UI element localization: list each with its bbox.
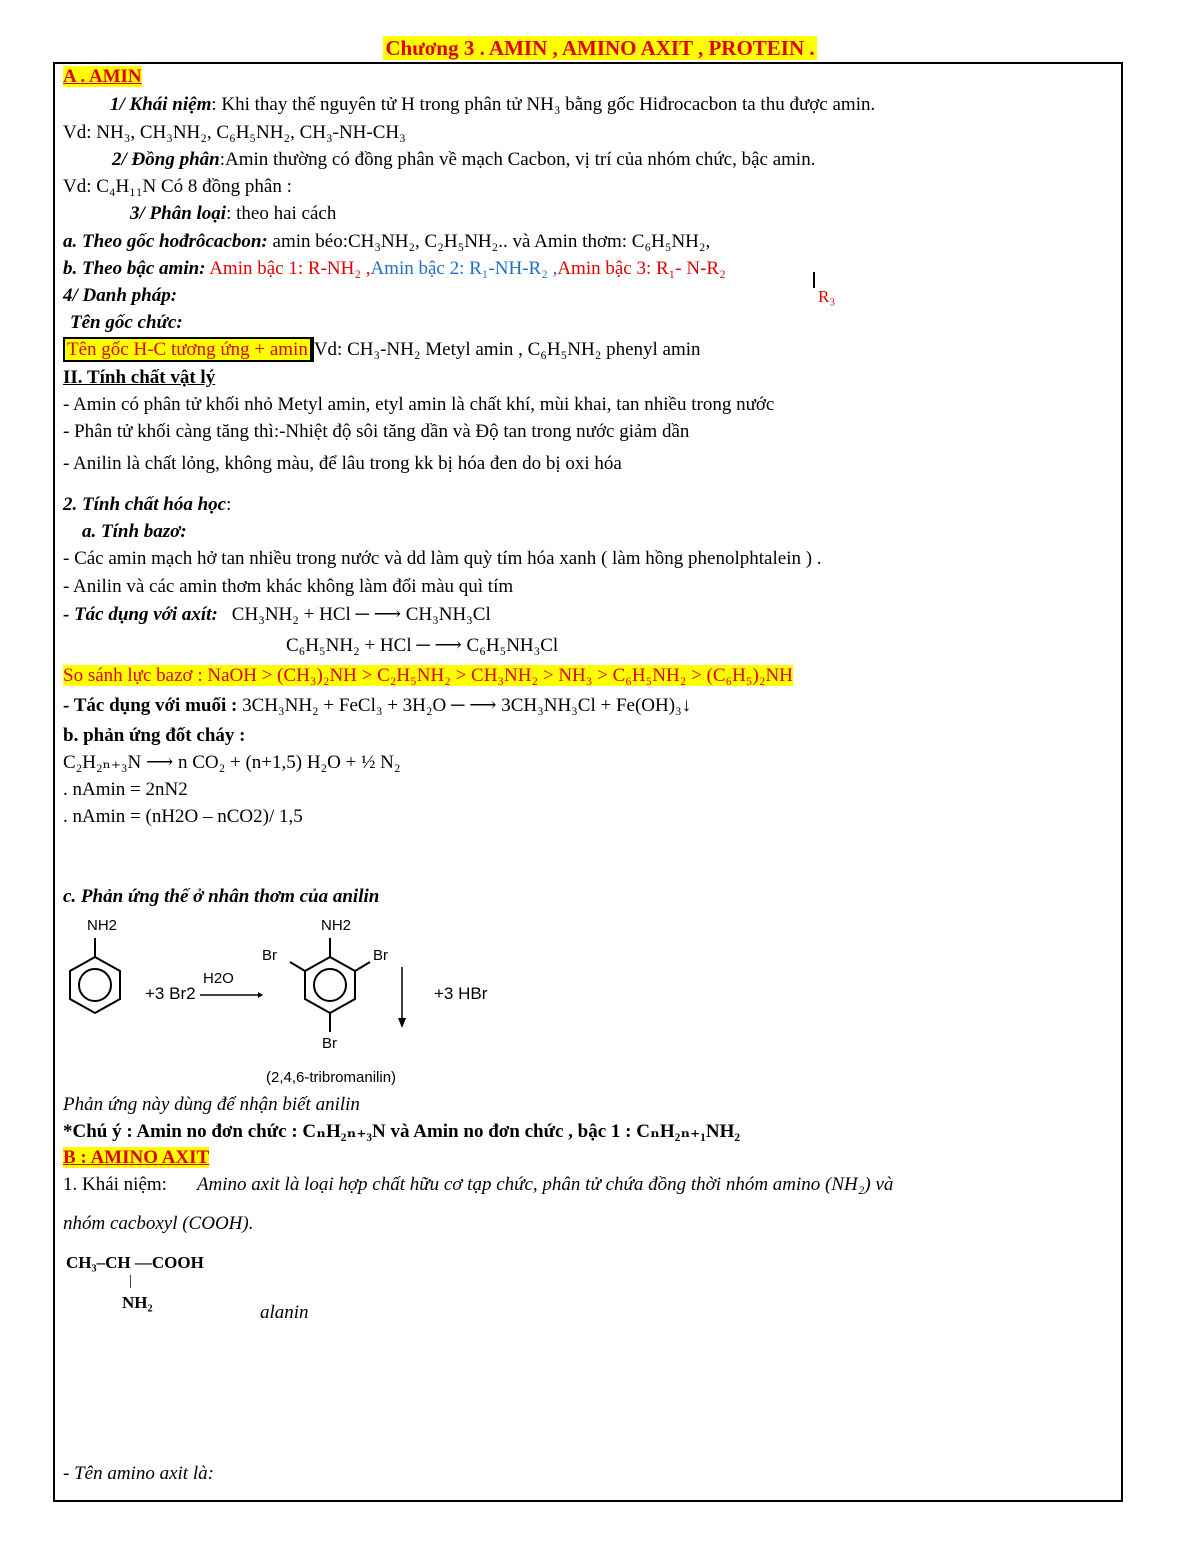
section-b-heading: B : AMINO AXIT (63, 1147, 210, 1168)
product-name-label: (2,4,6-tribromanilin) (266, 1069, 397, 1086)
page-title: Chương 3 . AMIN , AMINO AXIT , PROTEIN . (385, 36, 815, 60)
alanine-name: alanin (260, 1302, 309, 1323)
definition-line: 1/ Khái niệm: Khi thay thế nguyên tử H trong phân tử NH₃ bằng gốc Hiđrocacbon ta thu được amin. (110, 94, 876, 115)
isomer-line: 2/ Đồng phân:Amin thường có đồng phân về mạch Cacbon, vị trí của nhóm chức, bậc amin. (112, 149, 816, 170)
product-ring-circle (314, 969, 346, 1001)
nomenclature-example: Tên gốc H-C tương ứng + amin Vd: CH₃-NH₂ Metyl amin , C₆H₅NH₂ phenyl amin (63, 339, 701, 361)
classification-b: b. Theo bậc amin: Amin bậc 1: R-NH₂ ,Amin bậc 2: R₁-NH-R₂ ,Amin bậc 3: R₁- N-R₂ (63, 258, 726, 279)
r3-label: R₃ (818, 287, 836, 306)
substitution-heading: c. Phản ứng thế ở nhân thơm của anilin (63, 886, 380, 907)
acid-reaction-2: C₆H₅NH₂ + HCl ─ ⟶ C₆H₅NH₃Cl (286, 635, 559, 656)
nomenclature-box: Tên gốc H-C tương ứng + amin (63, 337, 314, 362)
br-left-label: Br (262, 947, 277, 964)
nomenclature-sub: Tên gốc chức: (70, 312, 183, 333)
combustion-equation: C₂H₂ₙ₊₃N ⟶ n CO₂ + (n+1,5) H₂O + ½ N₂ (63, 752, 401, 773)
section-a-heading: A . AMIN (63, 66, 142, 87)
identification-note: Phản ứng này dùng để nhận biết anilin (63, 1094, 360, 1115)
combustion-heading: b. phản ứng đốt cháy : (63, 725, 246, 746)
base-heading: a. Tính bazơ: (82, 521, 187, 542)
aniline-ring (70, 957, 120, 1013)
salt-reaction: - Tác dụng với muối : 3CH₃NH₂ + FeCl₃ + 3H₂O ─ ⟶ 3CH₃NH₃Cl + Fe(OH)₃↓ (63, 695, 692, 716)
nh2-right-label: NH2 (321, 917, 352, 934)
example-line-2: Vd: C₄H₁₁N Có 8 đồng phân : (63, 176, 292, 197)
br-bottom-label: Br (322, 1035, 337, 1052)
amino-acid-name-line: - Tên amino axit là: (63, 1463, 214, 1484)
chemical-heading: 2. Tính chất hóa học: (63, 494, 232, 515)
base-2: - Anilin và các amin thơm khác không làm đổi màu quì tím (63, 576, 514, 597)
alanine-nh2: NH₂ (122, 1293, 153, 1312)
alanine-bond: | (129, 1273, 133, 1289)
combustion-n1: . nAmin = 2nN2 (63, 779, 188, 800)
nh2-left-label: NH2 (87, 917, 118, 934)
classification-a: a. Theo gốc hođrôcacbon: amin béo:CH₃NH₂, C₂H₅NH₂.. và Amin thơm: C₆H₅NH₂, (63, 231, 711, 252)
physical-1: - Amin có phân tử khối nhỏ Metyl amin, etyl amin là chất khí, mùi khai, tan nhiều trong nước (63, 394, 775, 415)
physical-2: - Phân tử khối càng tăng thì:-Nhiệt độ sôi tăng dần và Độ tan trong nước giảm dần (63, 421, 690, 442)
example-line-1: Vd: NH₃, CH₃NH₂, C₆H₅NH₂, CH₃-NH-CH₃ (63, 122, 406, 143)
physical-heading: II. Tính chất vật lý (63, 367, 216, 388)
product-ring (305, 957, 355, 1013)
acid-reaction-1: - Tác dụng với axít: CH₃NH₂ + HCl ─ ⟶ CH₃NH₃Cl (63, 604, 491, 625)
nomenclature-heading: 4/ Danh pháp: (63, 285, 178, 306)
r3-bond (813, 272, 815, 288)
br2-reagent-label: +3 Br2 (145, 984, 196, 1003)
physical-3: - Anilin là chất lỏng, không màu, để lâu trong kk bị hóa đen do bị oxi hóa (63, 453, 622, 474)
amino-acid-definition: 1. Khái niệm: Amino axit là loại hợp chất hữu cơ tạp chức, phân tử chứa đồng thời nhóm amino (NH₂) và (63, 1174, 894, 1195)
base-1: - Các amin mạch hở tan nhiều trong nước và dd làm quỳ tím hóa xanh ( làm hồng phenolphtalein ) . (63, 548, 822, 569)
hbr-label: +3 HBr (434, 984, 488, 1003)
combustion-n2: . nAmin = (nH2O – nCO2)/ 1,5 (63, 806, 303, 827)
aniline-ring-circle (79, 969, 111, 1001)
alanine-formula: CH₃–CH —COOH (66, 1253, 204, 1272)
h2o-label: H2O (203, 970, 234, 987)
amino-acid-definition-2: nhóm cacboxyl (COOH). (63, 1213, 254, 1234)
precipitate-arrowhead (398, 1018, 406, 1028)
caution-note: *Chú ý : Amin no đơn chức : CₙH₂ₙ₊₃N và Amin no đơn chức , bậc 1 : CₙH₂ₙ₊₁NH₂ (63, 1121, 741, 1142)
product-br-left-bond (290, 962, 305, 971)
br-right-label: Br (373, 947, 388, 964)
base-strength-compare: So sánh lực bazơ : NaOH > (CH₃)₂NH > C₂H₅NH₂ > CH₃NH₂ > NH₃ > C₆H₅NH₂ > (C₆H₅)₂NH (63, 665, 793, 686)
reaction-arrowhead (258, 992, 263, 998)
classification-line: 3/ Phân loại: theo hai cách (130, 203, 337, 224)
product-br-right-bond (355, 962, 370, 971)
